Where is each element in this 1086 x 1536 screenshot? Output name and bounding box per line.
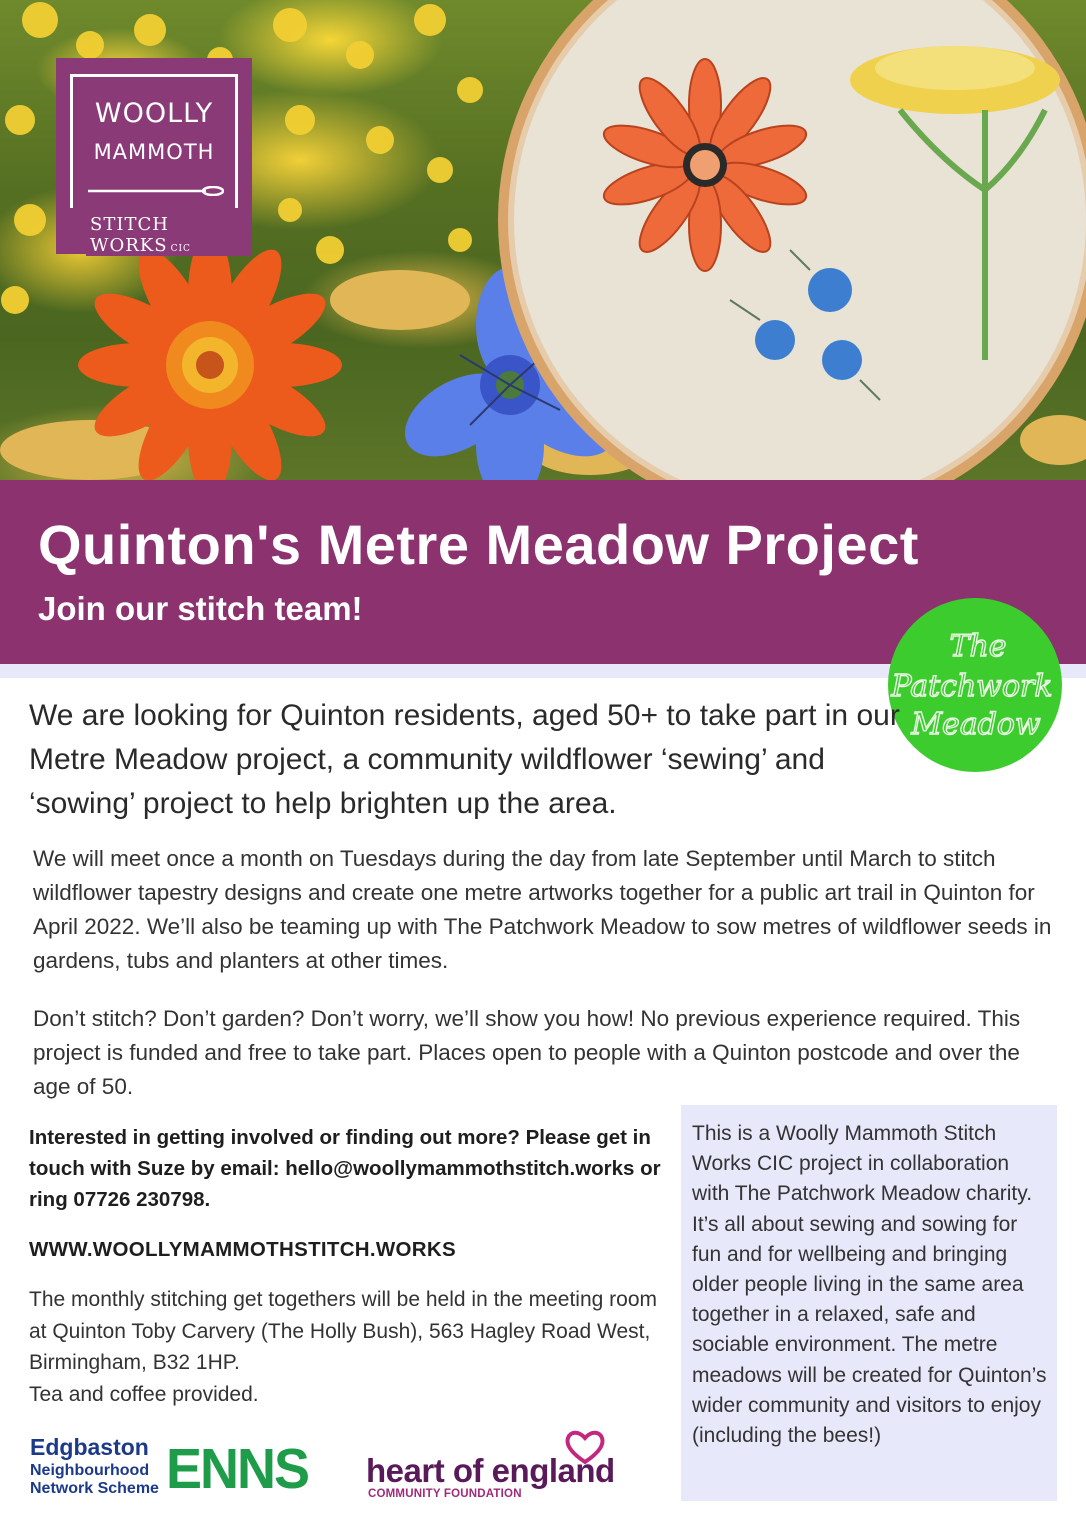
badge-text-patchwork: Patchwork xyxy=(891,669,1053,704)
patchwork-meadow-logo xyxy=(888,598,1062,772)
intro-paragraph: We are looking for Quinton residents, aged 50+ to take part in our Metre Meadow project, a community wildflower ‘sewing’ and ‘sowing’ project to help brighten up the area. xyxy=(29,699,900,820)
venue-info xyxy=(29,1284,669,1410)
about-text: This is a Woolly Mammoth Stitch Works CIC project in collaboration with The Patchwork Meadow charity. It’s all about sewing and sowing for fun and for wellbeing and bringing older people living in the same area together in a relaxed, safe and sociable environment. The metre meadows will be created for Quinton’s wider community and visitors to enjoy (including the bees!) xyxy=(692,1122,1047,1448)
enns-text-edgbaston: Edgbaston xyxy=(30,1434,149,1460)
enns-logo xyxy=(30,1434,310,1504)
logo-text-stitch-works: STITCH WORKS CIC xyxy=(86,214,252,256)
contact-info: Interested in getting involved or finding out more? Please get in touch with Suze by email: hello@woollymammothstitch.works or ring 07726 230798. xyxy=(29,1126,661,1211)
venue-refreshments: Tea and coffee provided. xyxy=(29,1382,259,1406)
eligibility-paragraph: Don’t stitch? Don’t garden? Don’t worry, we’ll show you how! No previous experience required. This project is funded and free to take part. Places open to people with a Quinton postcode and over the age of 50. xyxy=(33,1006,1021,1099)
hoe-wordmark: heart of england xyxy=(366,1452,615,1489)
logo-text-cic: CIC xyxy=(170,244,191,254)
heart-of-england-logo xyxy=(366,1428,626,1508)
embroidery-hoop xyxy=(498,0,1086,480)
page-title: Quinton's Metre Meadow Project xyxy=(38,513,919,576)
enns-text-network: Network Scheme xyxy=(30,1480,159,1497)
patchwork-meadow-badge xyxy=(888,598,1062,772)
enns-text-neighbourhood: Neighbourhood xyxy=(30,1462,150,1479)
website-link[interactable]: WWW.WOOLLYMAMMOTHSTITCH.WORKS xyxy=(29,1238,456,1261)
needle-icon xyxy=(88,186,224,196)
badge-text-meadow: Meadow xyxy=(911,707,1041,742)
page-subtitle: Join our stitch team! xyxy=(38,590,363,627)
hoe-subtitle: COMMUNITY FOUNDATION xyxy=(368,1488,522,1500)
hero-photo xyxy=(0,0,1086,480)
schedule-paragraph: We will meet once a month on Tuesdays during the day from late September until March to stitch wildflower tapestry designs and create one metre artworks together for a public art trail in Quinton for April 2022. We’ll also be teaming up with The Patchwork Meadow to sow metres of wildflower seeds in gardens, tubs and planters at other times. xyxy=(33,846,1052,973)
logo-text-woolly: WOOLLY xyxy=(94,98,214,129)
badge-text-the: The xyxy=(949,629,1007,664)
logo-text-mammoth: MAMMOTH xyxy=(93,140,215,164)
enns-wordmark: ENNS xyxy=(166,1437,309,1501)
woolly-mammoth-logo xyxy=(56,58,252,254)
venue-address: The monthly stitching get togethers will be held in the meeting room at Quinton Toby Carvery (The Holly Bush), 563 Hagley Road West, Birmingham, B32 1HP. xyxy=(29,1288,658,1374)
about-box xyxy=(681,1105,1057,1501)
